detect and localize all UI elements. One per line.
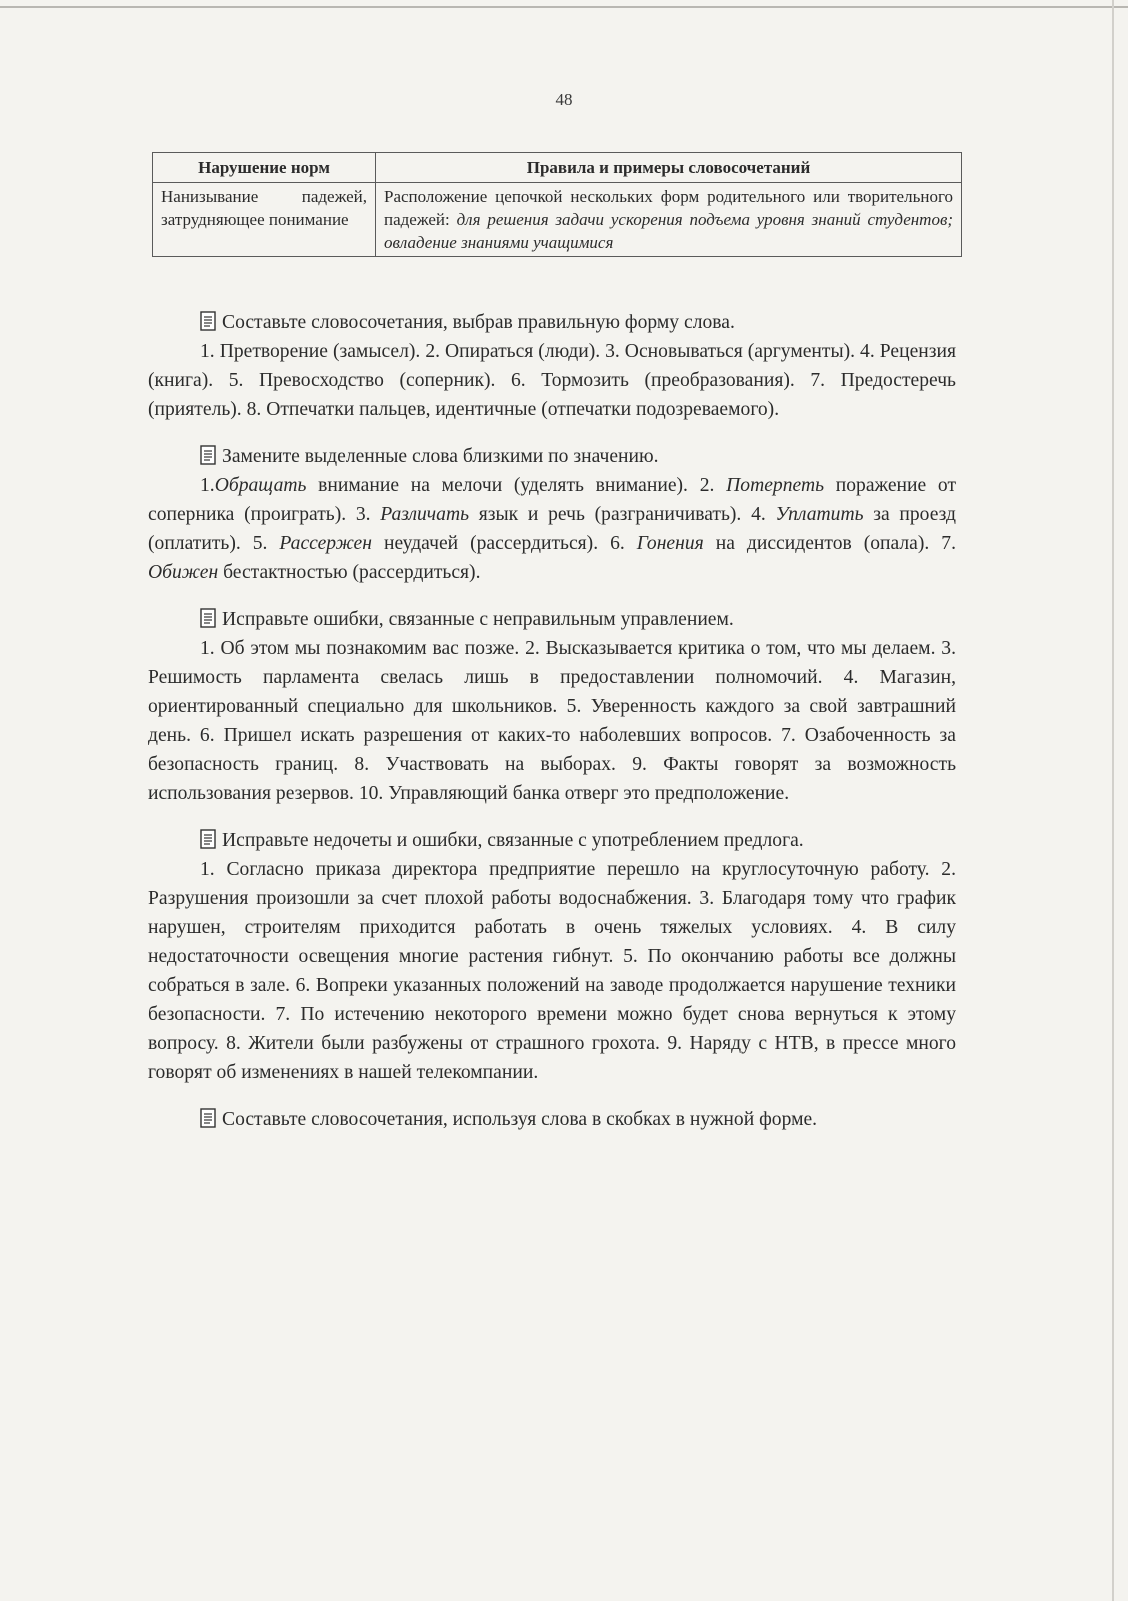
- item-number: 4.: [751, 504, 776, 525]
- page-number: 48: [555, 90, 573, 109]
- item-number: 5.: [252, 533, 280, 554]
- exercise-task: [148, 442, 956, 471]
- task-text: Исправьте недочеты и ошибки, связанные с употреблением предлога.: [222, 830, 804, 851]
- document-icon: [200, 445, 216, 465]
- highlighted-word: Рассержен: [279, 533, 372, 554]
- exercise-text: 1. Об этом мы познакомим вас позже. 2. Высказывается критика о том, что мы делаем. 3. Решимость парламента свелась лишь в предоставлении полномочий. 4. Магазин, ориентированный специально для школьников. 5. Уверенность каждого за свой завтрашний день. 6. Пришел искать разрешения от каких-то наболевших вопросов. 7. Озабоченность за безопасность границ. 8. Участвовать на выборах. 9. Факты говорят за возможность использования резервов. 10. Управляющий банка отверг это предположение.: [148, 638, 956, 804]
- task-text: Замените выделенные слова близкими по значению.: [222, 446, 659, 467]
- highlighted-word: Обращать: [214, 475, 307, 496]
- item-text: бестактностью (рассердиться).: [218, 562, 481, 583]
- table-cell-violation: Нанизывание падежей, затрудняющее понимание: [153, 183, 376, 257]
- exercises: [148, 308, 956, 1152]
- document-icon: [200, 311, 216, 331]
- item-text: на диссидентов (опала).: [703, 533, 942, 554]
- norms-table: [152, 152, 962, 257]
- rule-text: Расположение цепочкой нескольких форм родительного или творительного падежей:: [384, 187, 953, 229]
- exercise-5: [148, 1105, 956, 1134]
- document-icon: [200, 1108, 216, 1128]
- highlighted-word: Уплатить: [775, 504, 864, 525]
- rule-example: для решения задачи ускорения подъема уровня знаний студентов; овладение знаниями учащимися: [384, 210, 953, 252]
- item-number: 6.: [610, 533, 637, 554]
- table-header-rules: Правила и примеры словосочетаний: [376, 153, 962, 183]
- item-text: неудачей (рассердиться).: [371, 533, 611, 554]
- highlighted-word: Потерпеть: [726, 475, 825, 496]
- table-cell-rule: [376, 183, 962, 257]
- exercise-1: [148, 308, 956, 424]
- page-edge-right: [1112, 0, 1114, 1601]
- item-number: 3.: [355, 504, 381, 525]
- task-text: Составьте словосочетания, выбрав правильную форму слова.: [222, 312, 735, 333]
- item-number: 2.: [699, 475, 727, 496]
- table-header-violation: Нарушение норм: [153, 153, 376, 183]
- exercise-3: [148, 605, 956, 808]
- exercise-task: [148, 826, 956, 855]
- task-text: Исправьте ошибки, связанные с неправильным управлением.: [222, 609, 734, 630]
- exercise-4: [148, 826, 956, 1087]
- exercise-2: [148, 442, 956, 587]
- exercise-task: [148, 308, 956, 337]
- table-header-row: [153, 153, 962, 183]
- table-row: [153, 183, 962, 257]
- task-text: Составьте словосочетания, используя слова в скобках в нужной форме.: [222, 1109, 818, 1130]
- highlighted-word: Гонения: [636, 533, 704, 554]
- highlighted-word: Различать: [380, 504, 470, 525]
- item-number: 7.: [941, 533, 956, 554]
- exercise-text: 1. Претворение (замысел). 2. Опираться (люди). 3. Основываться (аргументы). 4. Рецензия (книга). 5. Превосходство (соперник). 6. Тормозить (преобразования). 7. Предостеречь (приятель). 8. Отпечатки пальцев, идентичные (отпечатки подозреваемого).: [148, 341, 956, 420]
- exercise-task: [148, 1105, 956, 1134]
- item-number: 1.: [200, 475, 215, 496]
- document-icon: [200, 829, 216, 849]
- exercise-task: [148, 605, 956, 634]
- exercise-text: 1. Согласно приказа директора предприятие перешло на круглосуточную работу. 2. Разрушения произошли за счет плохой работы водоснабжения. 3. Благодаря тому что график нарушен, строителям приходится работать в очень тяжелых условиях. 4. В силу недостаточности освещения многие растения гибнут. 5. По окончанию работы все должны собраться в зале. 6. Вопреки указанных положений на заводе продолжается нарушение техники безопасности. 7. По истечению некоторого времени можно будет снова вернуться к этому вопросу. 8. Жители были разбужены от страшного грохота. 9. Наряду с НТВ, в прессе много говорят об изменениях в нашей телекомпании.: [148, 859, 956, 1083]
- item-text: поражение от соперника (проиграть).: [148, 475, 957, 525]
- item-text: за проезд (оплатить).: [148, 504, 957, 554]
- page-edge: [0, 6, 1128, 8]
- highlighted-word: Обижен: [148, 562, 219, 583]
- item-text: внимание на мелочи (уделять внимание).: [306, 475, 700, 496]
- document-icon: [200, 608, 216, 628]
- exercise-text: [148, 471, 956, 587]
- item-text: язык и речь (разграничивать).: [469, 504, 752, 525]
